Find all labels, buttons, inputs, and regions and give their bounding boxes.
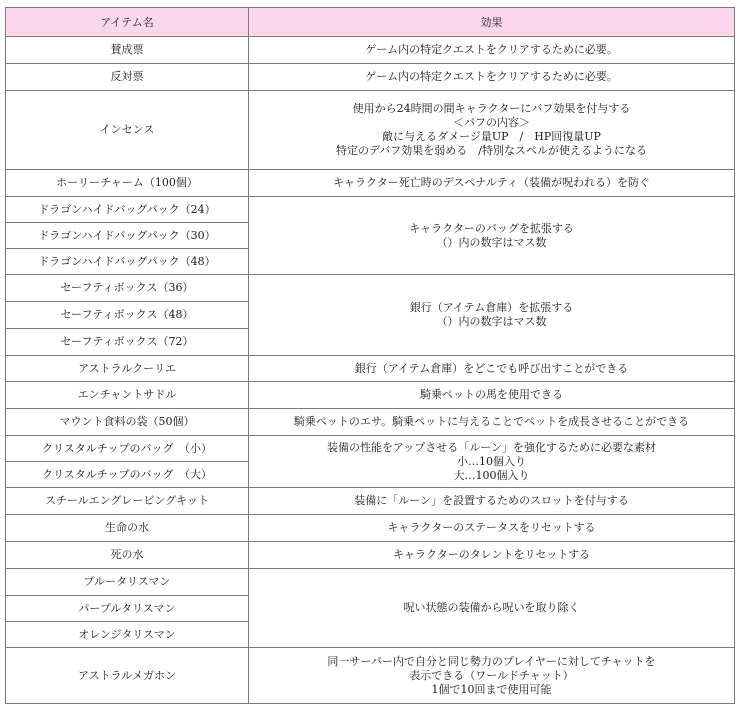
effect-cell <box>249 488 735 515</box>
item-name-cell: アストラルメガホン <box>6 648 249 704</box>
table-row <box>6 170 735 197</box>
effect-line: キャラクターのステータスをリセットする <box>387 521 596 534</box>
effect-line: キャラクターのバッグを拡張する <box>409 221 574 235</box>
item-name-cell: パープルタリスマン <box>6 596 249 622</box>
item-effect-table <box>5 7 735 704</box>
table-row <box>6 542 735 569</box>
table-row <box>6 64 735 91</box>
effect-line: 使用から24時間の間キャラクターにバフ効果を付与する <box>352 102 631 115</box>
effect-cell <box>249 64 735 91</box>
effect-line: 1個で10回まで使用可能 <box>431 682 552 696</box>
table-row <box>6 356 735 382</box>
item-name-cell: クリスタルチップのバッグ （大） <box>6 462 249 488</box>
effect-line: 装備に「ルーン」を設置するためのスロットを付与する <box>354 494 629 507</box>
effect-cell <box>249 409 735 436</box>
effect-line: キャラクターのタレントをリセットする <box>392 548 591 561</box>
effect-cell <box>249 542 735 569</box>
effect-cell <box>249 197 735 275</box>
effect-line: 小…10個入り <box>457 454 526 468</box>
effect-line: （）内の数字はマス数 <box>436 235 547 249</box>
effect-cell <box>249 170 735 197</box>
table-row <box>6 37 735 64</box>
effect-cell <box>249 569 735 648</box>
item-name-cell: エンチャントサドル <box>6 382 249 409</box>
effect-cell <box>249 382 735 409</box>
table-row <box>6 197 735 223</box>
table-row <box>6 569 735 596</box>
table-row <box>6 382 735 409</box>
item-name-cell: ドラゴンハイドバッグパック（30） <box>6 223 249 249</box>
item-name-cell: 賛成票 <box>6 37 249 64</box>
effect-cell <box>249 356 735 382</box>
effect-line: 敵に与えるダメージ量UP / HP回復量UP <box>382 130 601 143</box>
effect-cell <box>249 515 735 542</box>
table-row <box>6 488 735 515</box>
item-name-cell: ホーリーチャーム（100個） <box>6 170 249 197</box>
item-table-container <box>5 7 734 704</box>
item-name-cell: ブルータリスマン <box>6 569 249 596</box>
item-name-cell: ドラゴンハイドバッグパック（48） <box>6 249 249 275</box>
effect-cell <box>249 275 735 356</box>
header-item-name: アイテム名 <box>6 8 249 37</box>
table-row <box>6 275 735 302</box>
effect-line: 銀行（アイテム倉庫）を拡張する <box>409 301 574 314</box>
effect-line: ＜バフの内容＞ <box>453 116 530 129</box>
item-name-cell: インセンス <box>6 91 249 170</box>
item-name-cell: セーフティボックス（36） <box>6 275 249 302</box>
effect-cell <box>249 37 735 64</box>
header-effect: 効果 <box>249 8 735 37</box>
effect-cell <box>249 436 735 488</box>
item-name-cell: スチールエングレービングキット <box>6 488 249 515</box>
effect-line: 装備の性能をアップさせる「ルーン」を強化するために必要な素材 <box>326 440 656 454</box>
item-name-cell: オレンジタリスマン <box>6 622 249 648</box>
effect-line: 表示できる（ワールドチャット） <box>409 668 574 682</box>
table-row <box>6 436 735 462</box>
table-row <box>6 648 735 704</box>
item-name-cell: クリスタルチップのバッグ （小） <box>6 436 249 462</box>
item-name-cell: 反対票 <box>6 64 249 91</box>
item-name-cell: セーフティボックス（48） <box>6 302 249 329</box>
effect-line: （）内の数字はマス数 <box>436 315 547 328</box>
effect-line: 騎乗ペットのエサ。騎乗ペットに与えることでペットを成長させることができる <box>293 415 690 428</box>
effect-line: 呪い状態の装備から呪いを取り除く <box>403 601 580 614</box>
item-name-cell: ドラゴンハイドバッグパック（24） <box>6 197 249 223</box>
table-row <box>6 91 735 170</box>
effect-cell <box>249 91 735 170</box>
effect-line: 銀行（アイテム倉庫）をどこでも呼び出すことができる <box>354 361 629 375</box>
effect-line: キャラクター死亡時のデスペナルティ（装備が呪われる）を防ぐ <box>333 176 650 189</box>
effect-line: 特定のデバフ効果を弱める /特別なスペルが使えるようになる <box>335 144 648 157</box>
item-name-cell: セーフティボックス（72） <box>6 329 249 356</box>
effect-line: 騎乗ペットの馬を使用できる <box>420 388 563 401</box>
effect-line: ゲーム内の特定クエストをクリアするために必要。 <box>365 70 618 83</box>
table-row <box>6 515 735 542</box>
table-header-row <box>6 8 735 37</box>
item-name-cell: 生命の水 <box>6 515 249 542</box>
item-name-cell: アストラルクーリエ <box>6 356 249 382</box>
item-name-cell: 死の水 <box>6 542 249 569</box>
effect-line: 同一サーバー内で自分と同じ勢力のプレイヤーに対してチャットを <box>327 654 656 668</box>
item-name-cell: マウント食料の袋（50個） <box>6 409 249 436</box>
table-row <box>6 409 735 436</box>
effect-cell <box>249 648 735 704</box>
effect-line: ゲーム内の特定クエストをクリアするために必要。 <box>365 43 618 56</box>
effect-line: 大…100個入り <box>453 468 530 482</box>
